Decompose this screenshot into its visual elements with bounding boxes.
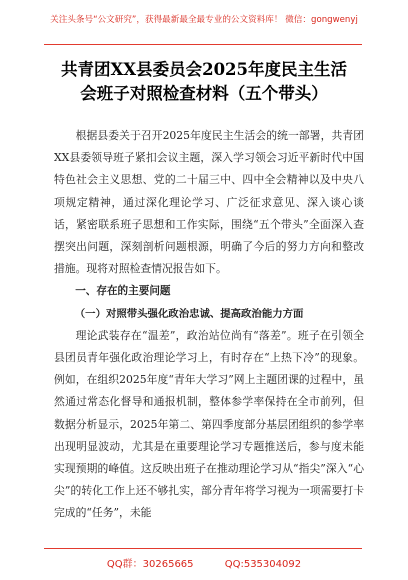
footer-qq-group: QQ群：30265665 — [106, 559, 194, 570]
document-title — [20, 58, 388, 106]
bottom-divider — [44, 548, 362, 549]
title-line-1: 共青团XX县委员会2025年度民主生活 — [60, 60, 348, 79]
subsection-heading: （一）对照带头强化政治忠诚、提高政治能力方面 — [74, 307, 304, 320]
body-paragraph: 理论武装存在“温差”，政治站位尚有“落差”。班子在引领全县团员青年强化政治理论学习上，有时存在“上热下冷”的现象。例如，在组织2025年度“青年大学习”网上主题团课的过程中，虽然通过常态化督导和通报机制，整体参学率保持在全市前列，但数据分析显示，2025年第二、第四季度部分基层团组织的参学率出现明显波动，尤其是在重要理论学习专题推送后，参与度未能实现预期的峰值。这反映出班子在推动理论学习从“指尖”深入“心尖”的转化工作上还不够扎实，部分青年将学习视为一项需要打卡完成的“任务”，未能 — [54, 328, 364, 520]
footer — [0, 550, 408, 580]
document-body — [54, 125, 364, 525]
top-banner: 关注头条号“公文研究”，获得最新最全最专业的公文资料库！ 微信：gongwenyj — [50, 15, 358, 25]
intro-paragraph: 根据县委关于召开2025年度民主生活会的统一部署，共青团XX县委领导班子紧扣会议主题，深入学习领会习近平新时代中国特色社会主义思想、党的二十届三中、四中全会精神以及中央八项规定精神，通过深化理论学习、广泛征求意见、深入谈心谈话，紧密联系班子思想和工作实际，围绕“五个带头”全面深入查摆突出问题，深刻剖析问题根源，明确了今后的努力方向和整改措施。现将对照检查情况报告如下。 — [54, 129, 364, 276]
footer-qq: QQ:535304092 — [224, 559, 302, 570]
title-line-2: 会班子对照检查材料（五个带头） — [80, 84, 328, 103]
section-heading: 一、存在的主要问题 — [75, 285, 171, 298]
top-divider — [44, 44, 362, 45]
